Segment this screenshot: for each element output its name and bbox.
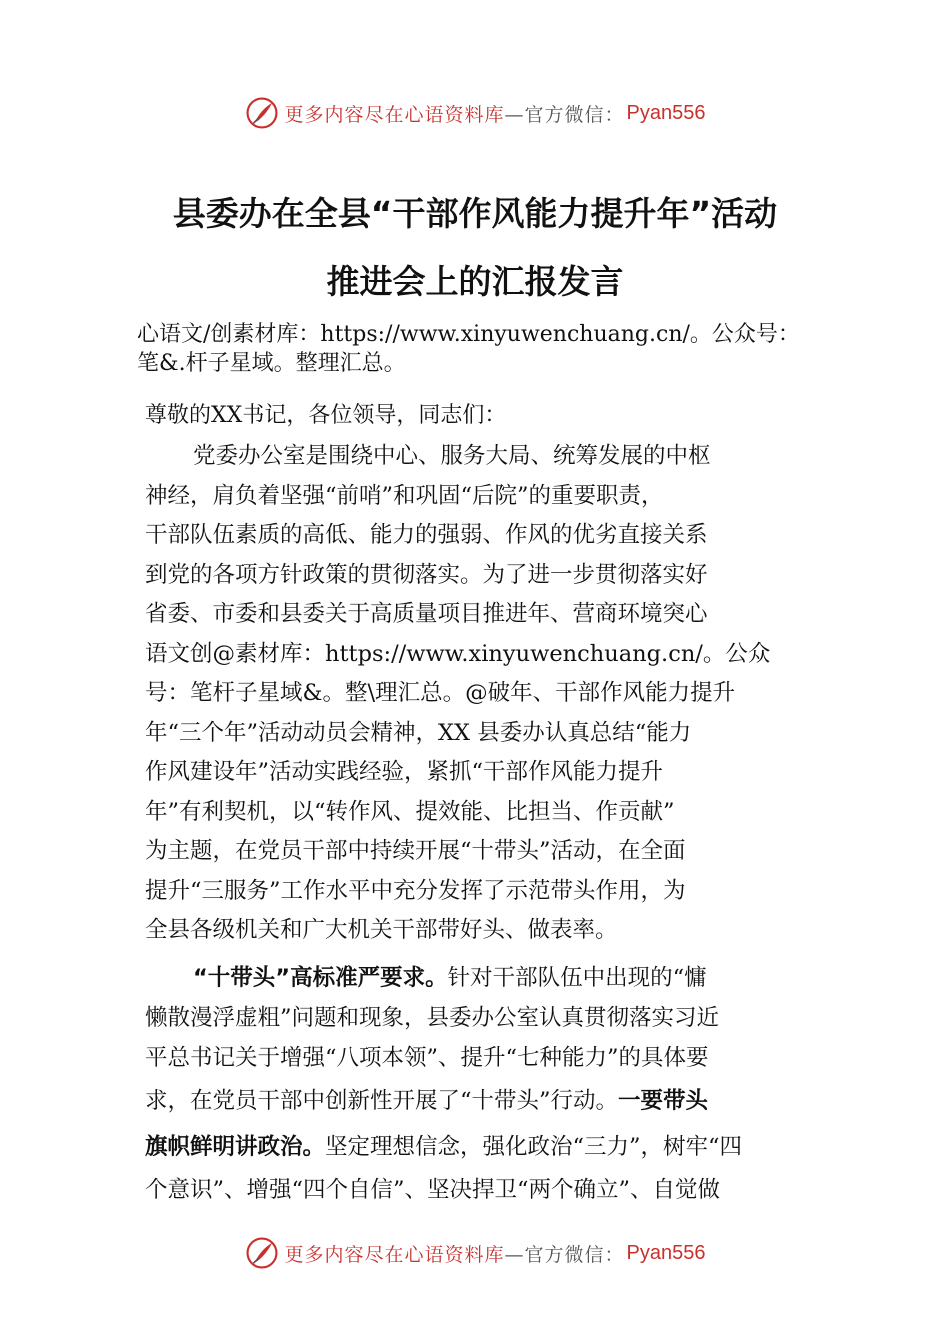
paragraph-line: 神经，肩负着坚强“前哨”和巩固“后院”的重要职责， <box>145 482 664 509</box>
paragraph-line: 党委办公室是围绕中心、服务大局、统筹发展的中枢 <box>193 443 711 469</box>
paragraph-text: 坚定理想信念，强化政治“三力”，树牢“四 <box>325 1134 743 1160</box>
quill-logo-icon <box>245 96 279 130</box>
document-title-line-2: 推进会上的汇报发言 <box>326 262 624 301</box>
paragraph-line <box>145 1124 815 1170</box>
source-note-line: 笔&.杆子星域。整理汇总。 <box>137 351 406 376</box>
bottom-watermark <box>0 1233 950 1273</box>
paragraph-line: 个意识”、增强“四个自信”、坚决捍卫“两个确立”、自觉做 <box>145 1177 721 1203</box>
document-title-line-1: 县委办在全县“干部作风能力提升年”活动 <box>172 194 778 233</box>
paragraph-line: 年”有利契机，以“转作风、提效能、比担当、作贡献” <box>145 798 675 825</box>
paragraph-line: 提升“三服务”工作水平中充分发挥了示范带头作用，为 <box>145 877 686 904</box>
paragraph-line: 为主题，在党员干部中持续开展“十带头”活动，在全面 <box>145 838 686 864</box>
paragraph-text: 针对干部队伍中出现的“慵 <box>447 965 707 991</box>
watermark-handle: Pyan556 <box>626 1241 706 1264</box>
paragraph-intro <box>145 437 815 951</box>
section-heading: “十带头”高标准严要求。 <box>193 965 448 991</box>
watermark-brand: 更多内容尽在心语资料库 <box>284 1243 505 1266</box>
paragraph-line: 到党的各项方针政策的贯彻落实。为了进一步贯彻落实好 <box>145 561 708 588</box>
watermark-wechat-label: —官方微信： <box>504 1243 625 1266</box>
top-watermark <box>0 93 950 133</box>
paragraph-line: 作风建设年”活动实践经验，紧抓“干部作风能力提升 <box>145 759 664 785</box>
bold-point: 一要带头 <box>618 1088 709 1114</box>
bold-point: 旗帜鲜明讲政治。 <box>145 1134 326 1160</box>
paragraph-line: 干部队伍素质的高低、能力的强弱、作风的优劣直接关系 <box>145 522 708 548</box>
watermark-wechat-label: —官方微信： <box>504 103 625 126</box>
paragraph-line: 全县各级机关和广大机关干部带好头、做表率。 <box>145 917 618 943</box>
paragraph-ten-leads <box>145 958 815 1210</box>
paragraph-line: 号：笔杆子星域&。整\理汇总。@破年、干部作风能力提升 <box>145 680 736 706</box>
watermark-handle: Pyan556 <box>626 101 706 124</box>
quill-logo-icon <box>245 1236 279 1270</box>
paragraph-text: 求，在党员干部中创新性开展了“十带头”行动。 <box>145 1088 619 1114</box>
paragraph-line: 懒散漫浮虚粗”问题和现象，县委办公室认真贯彻落实习近 <box>145 1005 720 1031</box>
paragraph-line <box>145 1078 815 1124</box>
paragraph-line: 语文创@素材库：https://www.xinyuwenchuang.cn/。公众 <box>145 640 771 667</box>
salutation: 尊敬的XX书记，各位领导，同志们： <box>145 403 507 428</box>
paragraph-line <box>145 958 815 998</box>
source-note-line: 心语文/创素材库：https://www.xinyuwenchuang.cn/。公众号： <box>137 322 800 347</box>
paragraph-line: 省委、市委和县委关于高质量项目推进年、营商环境突心 <box>145 601 708 627</box>
source-note <box>137 320 937 378</box>
watermark-brand: 更多内容尽在心语资料库 <box>284 103 505 126</box>
paragraph-line: 平总书记关于增强“八项本领”、提升“七种能力”的具体要 <box>145 1045 709 1071</box>
paragraph-line: 年“三个年”活动动员会精神，XX 县委办认真总结“能力 <box>145 719 692 746</box>
